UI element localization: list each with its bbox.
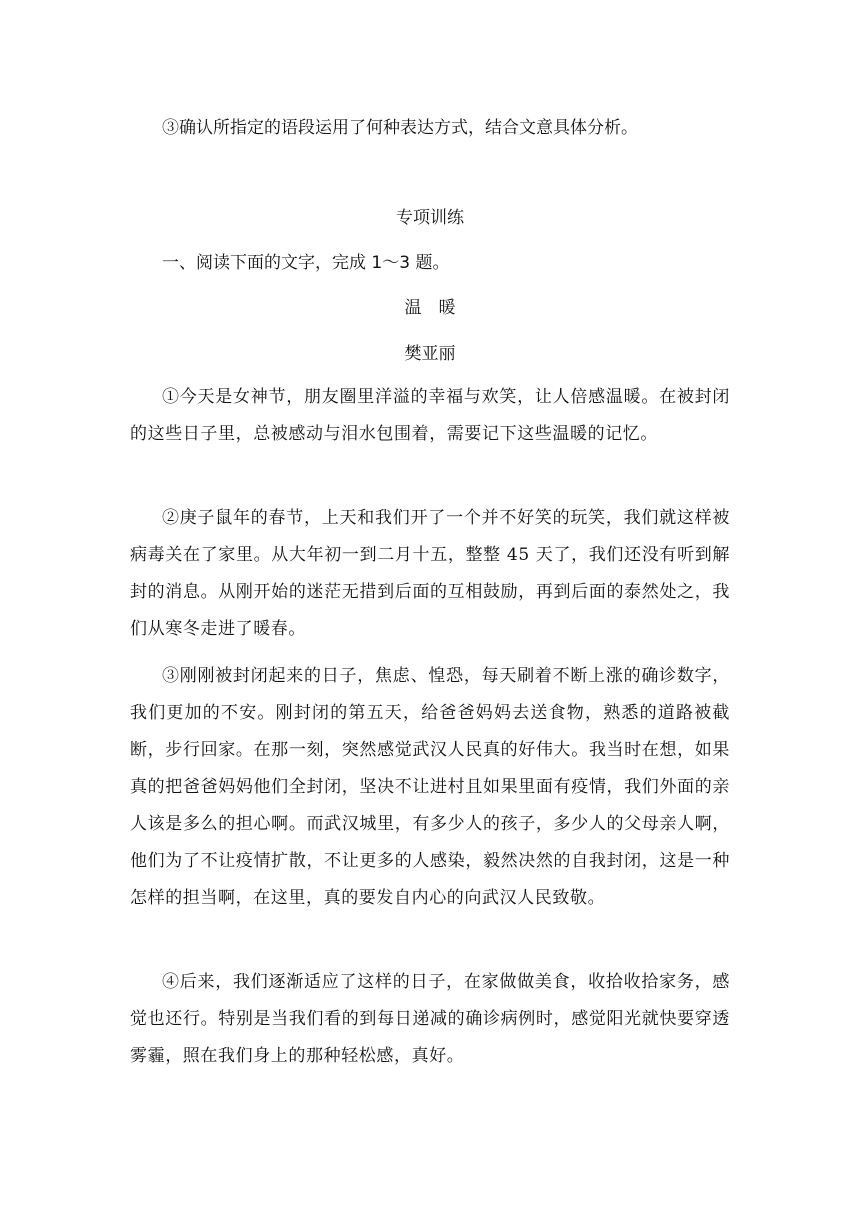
intro-instruction: ③确认所指定的语段运用了何种表达方式，结合文意具体分析。	[162, 118, 638, 138]
article-title: 温 暖	[404, 298, 456, 318]
article-paragraph-1: ①今天是女神节，朋友圈里洋溢的幸福与欢笑，让人倍感温暖。在被封闭的这些日子里，总被感动与泪水包围着，需要记下这些温暖的记忆。	[130, 387, 730, 444]
question-intro: 一、阅读下面的文字，完成 1～3 题。	[162, 253, 450, 273]
section-heading: 专项训练	[396, 208, 464, 228]
article-paragraph-4: ④后来，我们逐渐适应了这样的日子，在家做做美食，收拾收拾家务，感觉也还行。特别是当我们看的到每日递减的确诊病例时，感觉阳光就快要穿透雾霾，照在我们身上的那种轻松感，真好。	[130, 972, 730, 1066]
article-paragraph-3: ③刚刚被封闭起来的日子，焦虑、惶恐，每天刷着不断上涨的确诊数字，我们更加的不安。刚封闭的第五天，给爸爸妈妈去送食物，熟悉的道路被截断，步行回家。在那一刻，突然感觉武汉人民真的好伟大。我当时在想，如果真的把爸爸妈妈他们全封闭，坚决不让进村且如果里面有疫情，我们外面的亲人该是多么的担心啊。而武汉城里，有多少人的孩子，多少人的父母亲人啊，他们为了不让疫情扩散，不让更多的人感染，毅然决然的自我封闭，这是一种怎样的担当啊，在这里，真的要发自内心的向武汉人民致敬。	[130, 666, 730, 908]
article-paragraph-2: ②庚子鼠年的春节，上天和我们开了一个并不好笑的玩笑，我们就这样被病毒关在了家里。从大年初一到二月十五，整整 45 天了，我们还没有听到解封的消息。从刚开始的迷茫无措到后面的互相鼓励，再到后面的泰然处之，我们从寒冬走进了暖春。	[130, 508, 730, 639]
article-author: 樊亚丽	[404, 344, 456, 364]
